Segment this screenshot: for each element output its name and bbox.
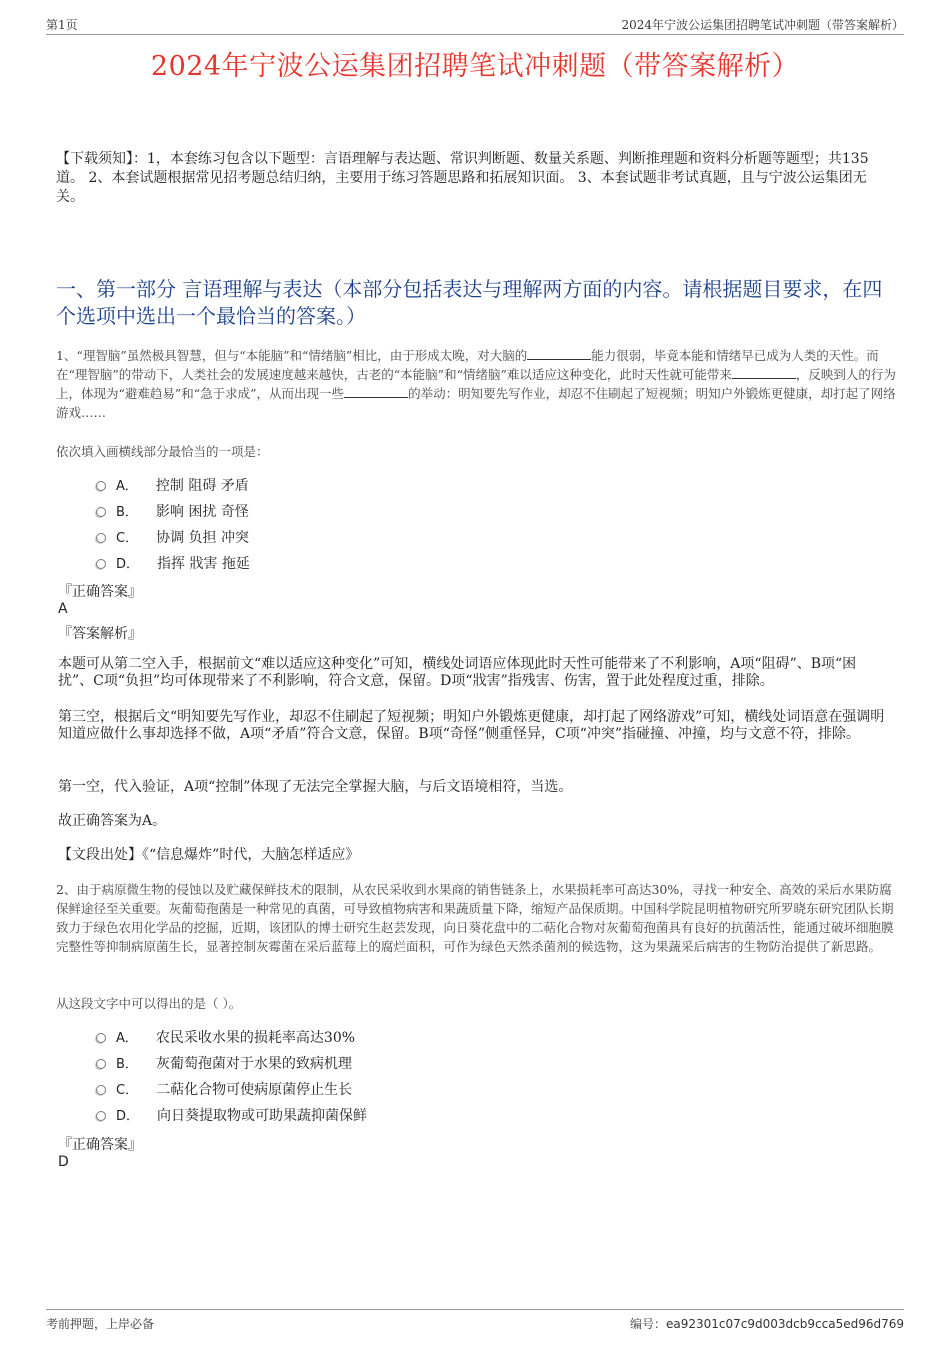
section-heading: 一、第一部分 言语理解与表达（本部分包括表达与理解两方面的内容。请根据题目要求，在四个选项中选出一个最恰当的答案。） bbox=[56, 277, 883, 328]
q1-source: 【文段出处】《“信息爆炸”时代，大脑怎样适应》 bbox=[58, 847, 360, 863]
q1-analysis-label: 『答案解析』 bbox=[58, 626, 142, 642]
q2-option-a[interactable]: A． 农民采收水果的损耗率高达30% bbox=[96, 1028, 355, 1048]
q1-analysis-paragraph: 本题可从第二空入手，根据前文“难以适应这种变化”可知，横线处词语应体现此时天性可能带来了不利影响，A项“阻碍”、B项“困扰”、C项“负担”均可体现带来了不利影响，符合文意，保留。D项“戕害”指残害、伤害，置于此处程度过重，排除。 bbox=[58, 656, 857, 689]
question-2-prompt: 从这段文字中可以得出的是（ ）。 bbox=[56, 996, 242, 1011]
q2-option-c[interactable]: C． 二萜化合物可使病原菌停止生长 bbox=[96, 1080, 352, 1100]
q1-analysis-paragraph: 故正确答案为A。 bbox=[58, 813, 167, 829]
question-2-stem: 2、由于病原微生物的侵蚀以及贮藏保鲜技术的限制，从农民采收到水果商的销售链条上，水果损耗率可高达30%，寻找一种安全、高效的采后水果防腐保鲜途径至关重要。灰葡萄孢菌是一种常见的真菌，可导致植物病害和果蔬质量下降，缩短产品保质期。中国科学院昆明植物研究所罗晓东研究团队长期致力于绿色农用化学品的挖掘，近期，该团队的博士研究生赵芸发现，向日葵花盘中的二萜化合物对灰葡萄孢菌具有良好的抗菌活性，能通过破坏细胞膜完整性等抑制病原菌生长，显著控制灰霉菌在采后蓝莓上的腐烂面积，可作为绿色天然杀菌剂的候选物，这为果蔬采后病害的生物防治提供了新思路。 bbox=[56, 882, 894, 954]
radio-icon[interactable] bbox=[96, 559, 106, 569]
q1-analysis-paragraph: 第一空，代入验证，A项“控制”体现了无法完全掌握大脑，与后文语境相符，当选。 bbox=[58, 779, 573, 795]
q2-answer-label: 『正确答案』 bbox=[58, 1137, 142, 1153]
q2-option-d[interactable]: D． 向日葵提取物或可助果蔬抑菌保鲜 bbox=[96, 1106, 367, 1126]
radio-icon[interactable] bbox=[96, 507, 106, 517]
answer-blank bbox=[732, 366, 796, 379]
page-footer bbox=[46, 1309, 904, 1330]
radio-icon[interactable] bbox=[96, 1085, 106, 1095]
radio-icon[interactable] bbox=[96, 1033, 106, 1043]
document-title: 2024年宁波公运集团招聘笔试冲刺题（带答案解析） bbox=[150, 51, 800, 82]
radio-icon[interactable] bbox=[96, 1111, 106, 1121]
download-notice: 【下载须知】：1，本套练习包含以下题型：言语理解与表达题、常识判断题、数量关系题、判断推理题和资料分析题等题型；共135道。 2、本套试题根据常见招考题总结归纳，主要用于练习答题思路和拓展知识面。 3、本套试题非考试真题，且与宁波公运集团无关。 bbox=[56, 151, 869, 205]
radio-icon[interactable] bbox=[96, 1059, 106, 1069]
radio-icon[interactable] bbox=[96, 533, 106, 543]
question-1-stem: 1、“理智脑”虽然极具智慧，但与“本能脑”和“情绪脑”相比，由于形成太晚，对大脑的 能力很弱，毕竟本能和情绪早已成为人类的天性。而在“理智脑”的带动下，人类社会的发展速度越来越快，古老的“本能脑”和“情绪脑”难以适应这种变化，此时天性就可能带来 ，反映到人的行为上，体现为“避难趋易”和“急于求成”，从而出现一些 的举动：明知要先写作业，却忍不住刷起了短视频；明知户外锻炼更健康，却打起了网络游戏…… bbox=[56, 348, 896, 420]
q1-option-b[interactable]: B． 影响 困扰 奇怪 bbox=[96, 502, 249, 522]
q1-option-a[interactable]: A． 控制 阻碍 矛盾 bbox=[96, 476, 249, 496]
q1-answer: A bbox=[58, 601, 68, 617]
q1-answer-label: 『正确答案』 bbox=[58, 584, 142, 600]
question-1-prompt: 依次填入画横线部分最恰当的一项是： bbox=[56, 444, 269, 459]
q2-option-b[interactable]: B． 灰葡萄孢菌对于水果的致病机理 bbox=[96, 1054, 352, 1074]
q1-analysis-paragraph: 第三空，根据后文“明知要先写作业，却忍不住刷起了短视频；明知户外锻炼更健康，却打起了网络游戏”可知，横线处词语意在强调明知道应做什么事却选择不做，A项“矛盾”符合文意，保留。B项“奇怪”侧重怪异，C项“冲突”指碰撞、冲撞，均与文意不符，排除。 bbox=[58, 709, 885, 742]
q1-option-d[interactable]: D． 指挥 戕害 拖延 bbox=[96, 554, 250, 574]
footer-code: 编号：ea92301c07c9d003dcb9cca5ed96d769 bbox=[630, 1317, 904, 1331]
radio-icon[interactable] bbox=[96, 481, 106, 491]
footer-slogan: 考前押题，上岸必备 bbox=[46, 1317, 155, 1331]
answer-blank bbox=[527, 347, 591, 360]
page-number: 第1页 bbox=[46, 18, 78, 32]
header-doc-title: 2024年宁波公运集团招聘笔试冲刺题（带答案解析） bbox=[621, 18, 904, 32]
q1-option-c[interactable]: C． 协调 负担 冲突 bbox=[96, 528, 249, 548]
q2-answer: D bbox=[58, 1154, 69, 1170]
answer-blank bbox=[344, 385, 408, 398]
page-header bbox=[46, 14, 904, 35]
